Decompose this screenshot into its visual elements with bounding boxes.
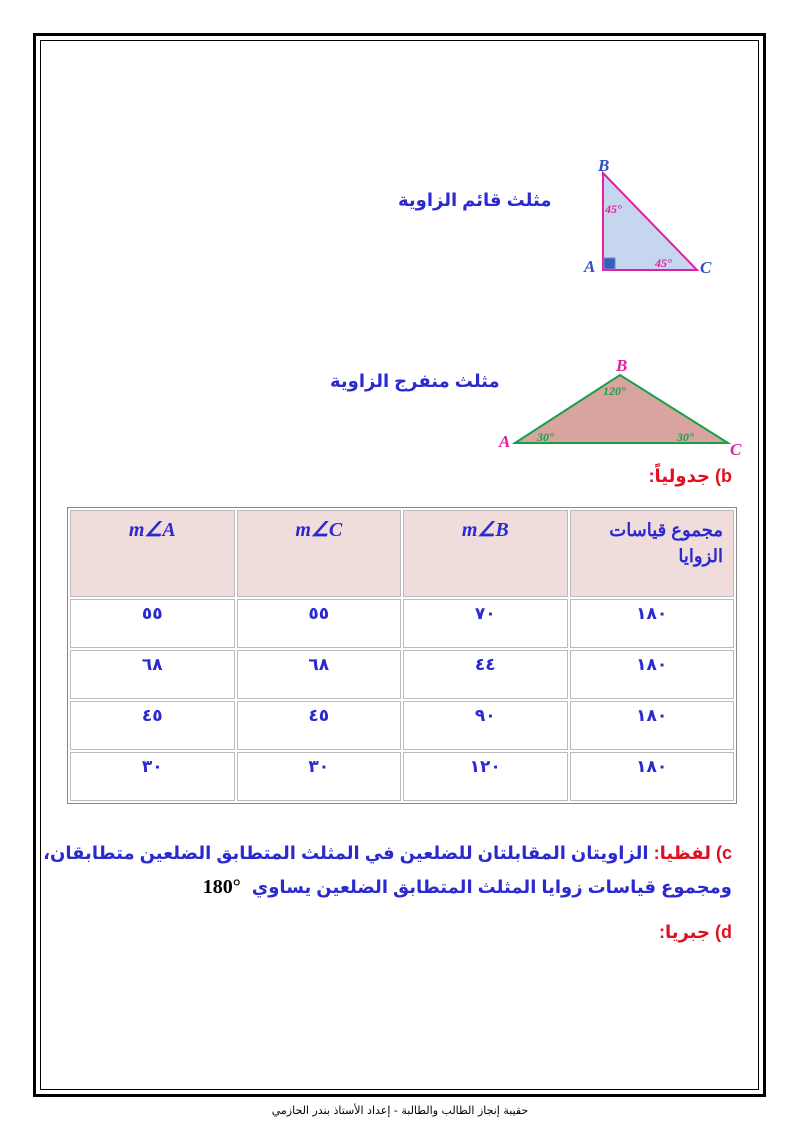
table-row xyxy=(70,599,734,648)
section-d-heading xyxy=(659,922,732,943)
cell-mb: ١٢٠ xyxy=(403,752,568,801)
cell-mc: ٦٨ xyxy=(237,650,402,699)
header-mb: m∠B xyxy=(403,510,568,597)
angle-b-label: 45° xyxy=(605,202,622,216)
section-d-letter: d) xyxy=(715,922,732,942)
header-sum-line1: مجموع قياسات xyxy=(609,520,723,540)
cell-mc: ٣٠ xyxy=(237,752,402,801)
header-mc: m∠C xyxy=(237,510,402,597)
cell-mb: ٧٠ xyxy=(403,599,568,648)
right-angle-marker xyxy=(604,258,615,269)
section-c-text2: ومجموع قياسات زوايا المثلث المتطابق الضلعين يساوي xyxy=(251,877,732,897)
cell-mb: ٩٠ xyxy=(403,701,568,750)
section-c-letter: c) xyxy=(715,843,732,863)
vertex-c-label: C xyxy=(730,440,742,459)
section-c-line2 xyxy=(203,876,732,899)
cell-mc: ٤٥ xyxy=(237,701,402,750)
cell-sum: ١٨٠ xyxy=(570,599,735,648)
cell-mc: ٥٥ xyxy=(237,599,402,648)
section-c-title: لفظيا: xyxy=(653,843,711,863)
right-triangle-label: مثلث قائم الزاوية xyxy=(398,190,552,210)
table-row xyxy=(70,752,734,801)
obtuse-triangle-figure xyxy=(495,355,750,460)
cell-ma: ٦٨ xyxy=(70,650,235,699)
right-triangle-figure xyxy=(580,155,730,280)
section-b-title: جدولياً: xyxy=(648,466,710,486)
vertex-a-label: A xyxy=(584,257,596,276)
section-c-text1: الزاويتان المقابلتان للضلعين في المثلث المتطابق الضلعين متطابقان، xyxy=(43,843,649,863)
angle-c-label: 45° xyxy=(655,256,672,270)
cell-ma: ٤٥ xyxy=(70,701,235,750)
section-c-value: 180° xyxy=(202,876,241,898)
vertex-b-label: B xyxy=(598,156,610,175)
table-header-row xyxy=(70,510,734,597)
vertex-a-label: A xyxy=(499,432,511,451)
cell-mb: ٤٤ xyxy=(403,650,568,699)
section-d-title: جبريا: xyxy=(658,922,710,942)
cell-ma: ٥٥ xyxy=(70,599,235,648)
cell-sum: ١٨٠ xyxy=(570,752,735,801)
angle-c-label: 30° xyxy=(677,430,694,444)
cell-sum: ١٨٠ xyxy=(570,701,735,750)
header-sum-line2: الزوايا xyxy=(678,546,723,566)
section-c-line1 xyxy=(43,843,732,864)
cell-sum: ١٨٠ xyxy=(570,650,735,699)
vertex-b-label: B xyxy=(616,356,628,375)
angle-b-label: 120° xyxy=(603,384,626,398)
header-sum xyxy=(570,510,735,597)
page-footer: حقيبة إنجاز الطالب والطالبة - إعداد الأستاذ بندر الحازمي xyxy=(271,1104,529,1117)
section-b-heading xyxy=(649,466,732,487)
table-row xyxy=(70,650,734,699)
obtuse-triangle-label: مثلث منفرج الزاوية xyxy=(330,371,500,391)
table-row xyxy=(70,701,734,750)
angles-table xyxy=(67,507,737,804)
vertex-c-label: C xyxy=(700,258,712,277)
cell-ma: ٣٠ xyxy=(70,752,235,801)
angle-a-label: 30° xyxy=(537,430,554,444)
right-triangle-shape xyxy=(603,173,697,270)
header-ma: m∠A xyxy=(70,510,235,597)
section-b-letter: b) xyxy=(715,466,732,486)
